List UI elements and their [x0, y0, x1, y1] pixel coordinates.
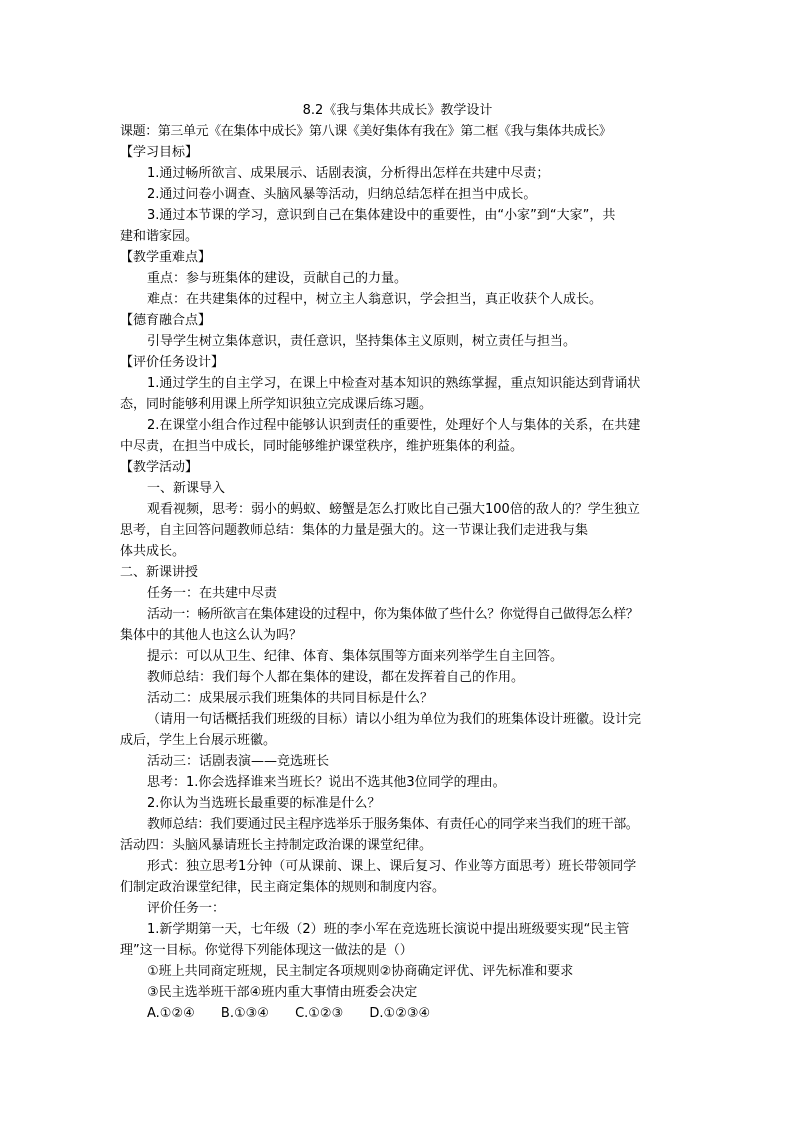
intro-header: 一、新课导入: [147, 481, 226, 496]
document-page: [120, 100, 675, 1024]
option-c: C.①②③: [295, 1006, 344, 1021]
hint: 提示：可以从卫生、纪律、体育、集体氛围等方面来列举学生自主回答。: [147, 649, 564, 664]
intro-line-2: 思考，自主回答问题教师总结：集体的力量是强大的。这一节课让我们走进我与集: [120, 523, 589, 538]
key-header: 【教学重难点】: [120, 250, 212, 265]
activity-1-line-2: 集体中的其他人也这么认为吗？: [120, 628, 303, 643]
intro-line-3: 体共成长。: [120, 544, 186, 559]
eval-2-line-2: 中尽责，在担当中成长，同时能够维护课堂秩序，维护班集体的利益。: [120, 439, 524, 454]
activity-2-line-2: 成后，学生上台展示班徽。: [120, 733, 277, 748]
question-1-options: [120, 1003, 675, 1024]
activity-4: 活动四：头脑风暴请班长主持制定政治课的课堂纪律。: [120, 838, 433, 853]
activity-header: 【教学活动】: [120, 460, 199, 475]
topic-line: 课题：第三单元《在集体中成长》第八课《美好集体有我在》第二框《我与集体共成长》: [120, 124, 612, 139]
moral-header: 【德育融合点】: [120, 313, 212, 328]
intro-line-1: 观看视频，思考：弱小的蚂蚁、螃蟹是怎么打败比自己强大100倍的敌人的？学生独立: [147, 502, 640, 517]
teacher-summary-2: 教师总结：我们要通过民主程序选举乐于服务集体、有责任心的同学来当我们的班干部。: [147, 817, 639, 832]
goals-header: 【学习目标】: [120, 145, 199, 160]
teacher-summary-1: 教师总结：我们每个人都在集体的建设，都在发挥着自己的作用。: [147, 670, 525, 685]
activity-3: 活动三：话剧表演——竞选班长: [147, 754, 330, 769]
goal-3-line-2: 建和谐家园。: [120, 229, 199, 244]
document-title: 8.2《我与集体共成长》教学设计: [302, 103, 493, 118]
option-a: A.①②④: [147, 1006, 195, 1021]
goal-1: 1.通过畅所欲言、成果展示、话剧表演，分析得出怎样在共建中尽责；: [147, 166, 550, 181]
new-lesson-header: 二、新课讲授: [120, 565, 199, 580]
form-line-1: 形式：独立思考1分钟（可从课前、课上、课后复习、作业等方面思考）班长带领同学: [147, 859, 637, 874]
question-1-line-2: 理”这一目标。你觉得下列能体现这一做法的是（）: [120, 943, 413, 958]
moral-text: 引导学生树立集体意识，责任意识，坚持集体主义原则，树立责任与担当。: [147, 334, 577, 349]
activity-1-line-1: 活动一：畅所欲言在集体建设的过程中，你为集体做了些什么？你觉得自己做得怎么样？: [147, 607, 639, 622]
eval-task-1: 评价任务一：: [147, 901, 226, 916]
think-1: 思考：1.你会选择谁来当班长？说出不选其他3位同学的理由。: [147, 775, 506, 790]
question-1-items-2: ③民主选举班干部④班内重大事情由班委会决定: [147, 985, 418, 1000]
eval-2-line-1: 2.在课堂小组合作过程中能够认识到责任的重要性，处理好个人与集体的关系，在共建: [147, 418, 641, 433]
question-1-line-1: 1.新学期第一天，七年级（2）班的李小军在竞选班长演说中提出班级要实现“民主管: [147, 922, 630, 937]
option-d: D.①②③④: [369, 1006, 431, 1021]
activity-2-line-1: （请用一句话概括我们班级的目标）请以小组为单位为我们的班集体设计班徽。设计完: [147, 712, 642, 727]
question-1-items-1: ①班上共同商定班规，民主制定各项规则②协商确定评优、评先标准和要求: [147, 964, 574, 979]
activity-2: 活动二：成果展示我们班集体的共同目标是什么？: [147, 691, 434, 706]
goal-3-line-1: 3.通过本节课的学习，意识到自己在集体建设中的重要性，由“小家”到“大家”，共: [147, 208, 616, 223]
eval-header: 【评价任务设计】: [120, 355, 225, 370]
task-1: 任务一：在共建中尽责: [147, 586, 278, 601]
eval-1-line-1: 1.通过学生的自主学习，在课上中检查对基本知识的熟练掌握，重点知识能达到背诵状: [147, 376, 641, 391]
think-2: 2.你认为当选班长最重要的标准是什么？: [147, 796, 381, 811]
eval-1-line-2: 态，同时能够利用课上所学知识独立完成课后练习题。: [120, 397, 433, 412]
form-line-2: 们制定政治课堂纪律，民主商定集体的规则和制度内容。: [120, 880, 446, 895]
difficult-point: 难点：在共建集体的过程中，树立主人翁意识，学会担当，真正收获个人成长。: [147, 292, 603, 307]
option-b: B.①③④: [220, 1006, 269, 1021]
goal-2: 2.通过问卷小调查、头脑风暴等活动，归纳总结怎样在担当中成长。: [147, 187, 537, 202]
key-point: 重点：参与班集体的建设，贡献自己的力量。: [147, 271, 408, 286]
